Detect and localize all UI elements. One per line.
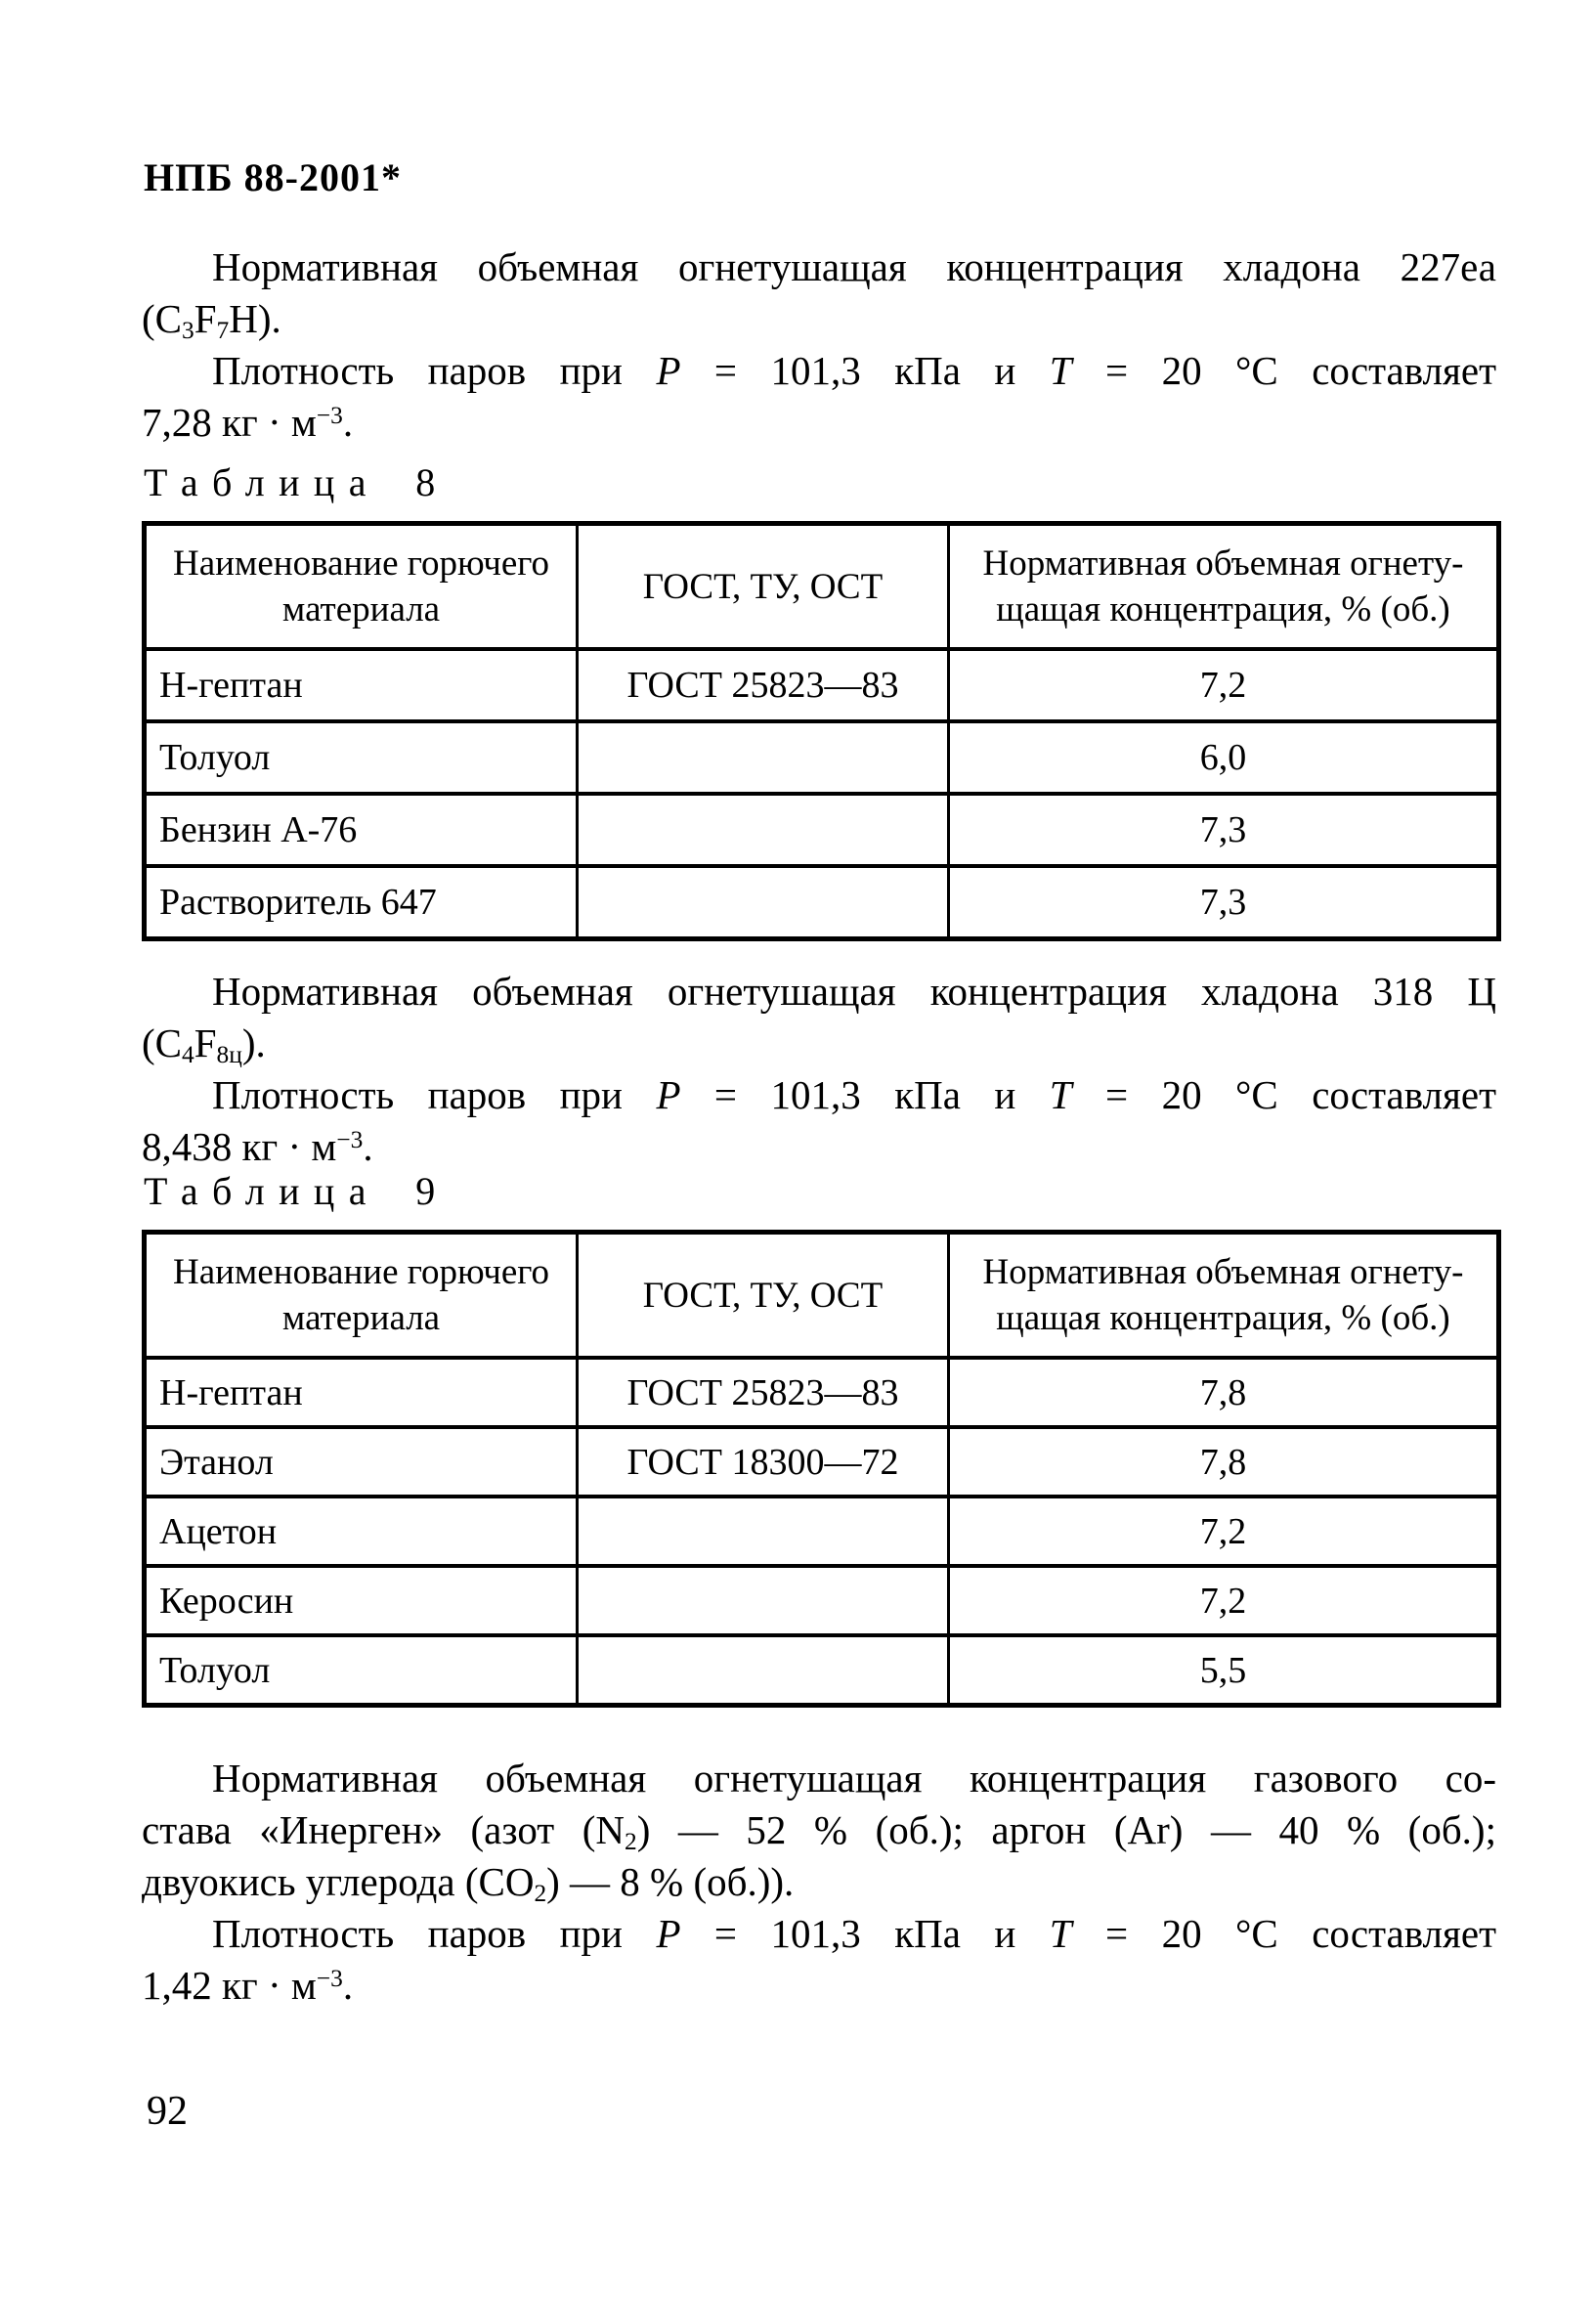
header-gost [578, 1233, 949, 1359]
header-line: щащая концентрация, % (об.) [996, 589, 1450, 629]
table-row [145, 1358, 1499, 1427]
paragraph-line: Плотность паров при P = 101,3 кПа и T = 20 °С составляет [212, 348, 1496, 393]
header-line: щащая концентрация, % (об.) [996, 1298, 1450, 1338]
paragraph-line: Плотность паров при P = 101,3 кПа и T = 20 °С составляет [212, 1072, 1496, 1117]
cell-material: Ацетон [145, 1497, 578, 1566]
header-line: Наименование горючего [172, 1252, 550, 1292]
paragraph-line: Нормативная объемная огнетушащая концентрация хладона 227еа [212, 244, 1496, 289]
header-gost [578, 524, 949, 650]
header-material [145, 524, 578, 650]
cell-gost [578, 866, 949, 939]
cell-concentration: 6,0 [949, 721, 1499, 794]
cell-gost [578, 721, 949, 794]
cell-material: Толуол [145, 721, 578, 794]
cell-concentration: 7,8 [949, 1358, 1499, 1427]
cell-concentration: 7,2 [949, 1566, 1499, 1635]
paragraph-line: Нормативная объемная огнетушащая концентрация газового со- [212, 1756, 1496, 1801]
paragraph-inergen [142, 1753, 1496, 2012]
cell-gost [578, 794, 949, 866]
document-code: НПБ 88-2001* [144, 155, 402, 199]
header-concentration [949, 1233, 1499, 1359]
table-row [145, 649, 1499, 721]
table-row [145, 721, 1499, 794]
table-8-caption: Таблица 8 [144, 460, 450, 504]
paragraph-line: 1,42 кг · $м^{-3}$. [142, 1963, 354, 2008]
header-line: материала [281, 589, 441, 629]
header-concentration [949, 524, 1499, 650]
header-line: ГОСТ, ТУ, ОСТ [642, 1275, 884, 1316]
cell-concentration: 7,2 [949, 649, 1499, 721]
paragraph-line: $(C_3F_7H)$. [142, 296, 281, 345]
paragraph-line: $(C_4F_{8ц})$. [142, 1020, 266, 1069]
cell-material: Растворитель 647 [145, 866, 578, 939]
cell-gost [578, 1566, 949, 1635]
paragraph-line: Плотность паров при P = 101,3 кПа и T = 20 °С составляет [212, 1911, 1496, 1956]
table-8 [142, 521, 1501, 941]
cell-material: Этанол [145, 1427, 578, 1497]
cell-concentration: 7,3 [949, 866, 1499, 939]
paragraph-line: става «Инерген» (азот $(N_2)$ — 52 % (об.); аргон (Ar) — 40 % (об.); [142, 1807, 1496, 1856]
cell-gost: ГОСТ 18300—72 [578, 1427, 949, 1497]
table-9-caption: Таблица 9 [144, 1169, 450, 1213]
table-9 [142, 1230, 1501, 1708]
table-row [145, 794, 1499, 866]
cell-concentration: 5,5 [949, 1635, 1499, 1706]
cell-concentration: 7,3 [949, 794, 1499, 866]
paragraph-haladon-227ea [142, 241, 1496, 449]
cell-concentration: 7,2 [949, 1497, 1499, 1566]
header-line: материала [281, 1298, 441, 1338]
cell-gost [578, 1635, 949, 1706]
table-row [145, 866, 1499, 939]
header-line: ГОСТ, ТУ, ОСТ [642, 566, 884, 607]
table-row [145, 1427, 1499, 1497]
paragraph-haladon-318c [142, 966, 1496, 1173]
header-material [145, 1233, 578, 1359]
cell-material: Толуол [145, 1635, 578, 1706]
cell-gost: ГОСТ 25823—83 [578, 649, 949, 721]
cell-material: Керосин [145, 1566, 578, 1635]
page-number: 92 [147, 2089, 188, 2134]
paragraph-line: 8,438 кг · $м^{-3}$. [142, 1124, 373, 1169]
cell-concentration: 7,8 [949, 1427, 1499, 1497]
table-row [145, 1566, 1499, 1635]
cell-material: Н-гептан [145, 649, 578, 721]
cell-material: Бензин А-76 [145, 794, 578, 866]
paragraph-line: двуокись углерода $(CO_2)$ — 8 % (об.)). [142, 1859, 795, 1908]
table-header-row [145, 524, 1499, 650]
header-line: Нормативная объемная огнету- [982, 543, 1464, 584]
table-row [145, 1497, 1499, 1566]
table-row [145, 1635, 1499, 1706]
cell-material: Н-гептан [145, 1358, 578, 1427]
cell-gost [578, 1497, 949, 1566]
cell-gost: ГОСТ 25823—83 [578, 1358, 949, 1427]
paragraph-line: Нормативная объемная огнетушащая концентрация хладона 318 Ц [212, 969, 1496, 1014]
table-header-row [145, 1233, 1499, 1359]
header-line: Наименование горючего [172, 543, 550, 584]
paragraph-line: 7,28 кг · $м^{-3}$. [142, 400, 354, 445]
header-line: Нормативная объемная огнету- [982, 1252, 1464, 1292]
